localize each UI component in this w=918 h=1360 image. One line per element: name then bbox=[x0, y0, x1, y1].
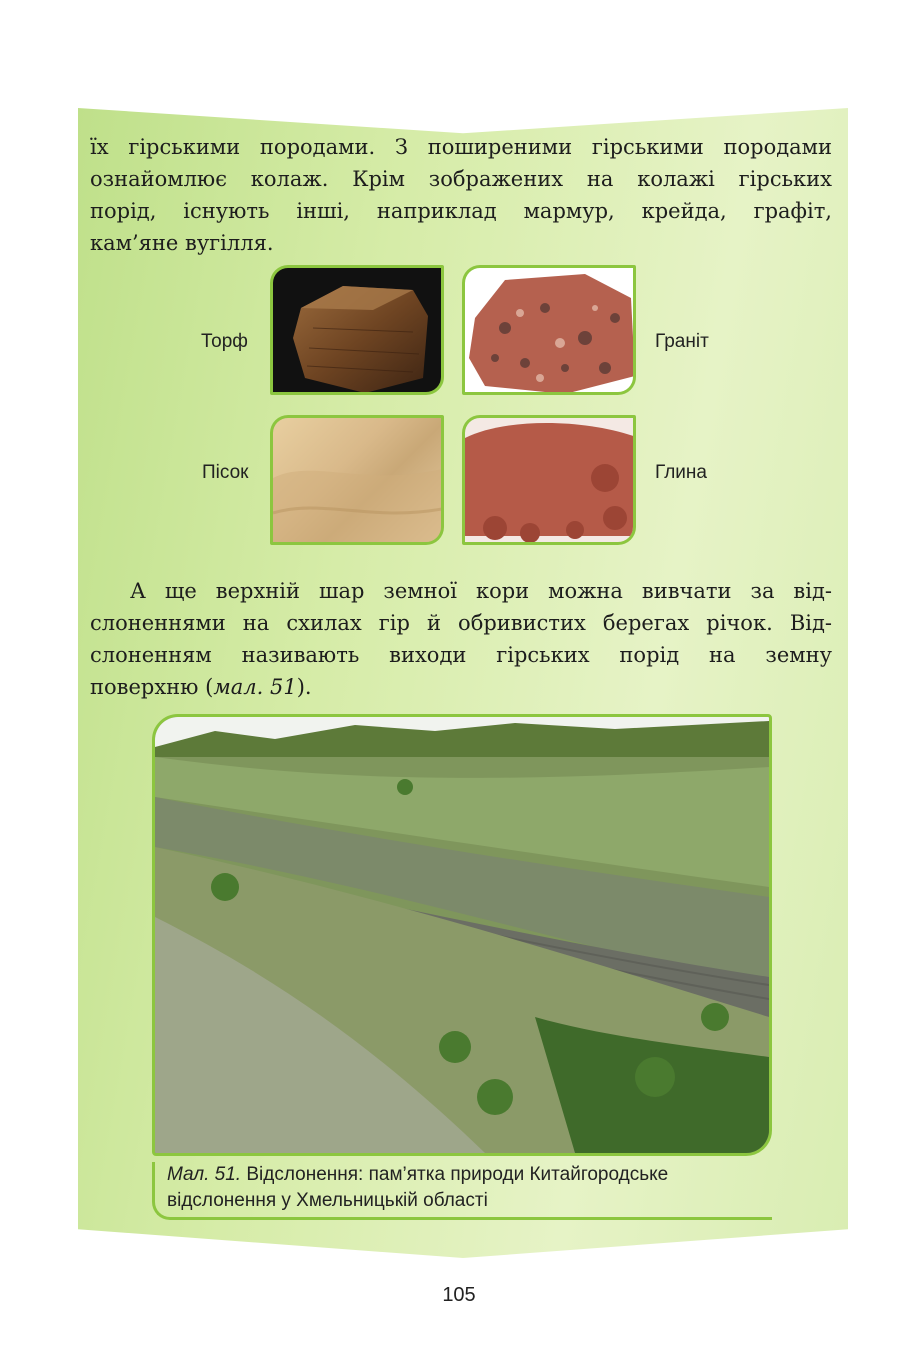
figure-caption bbox=[152, 1162, 772, 1220]
text-line: слоненням називають виходи гірських порід на земну bbox=[90, 643, 832, 667]
outcrop-photo bbox=[152, 714, 772, 1156]
clay-image bbox=[462, 415, 636, 545]
page-number: 105 bbox=[442, 1284, 476, 1306]
text-line: ознайомлює колаж. Крім зображених на колажі гірських bbox=[90, 167, 832, 191]
text-line: їх гірськими породами. З поширеними гірськими породами bbox=[90, 135, 832, 159]
caption-text: Відслонення: пам’ятка природи Китайгородське bbox=[241, 1164, 669, 1185]
label-clay: Глина bbox=[655, 462, 707, 483]
text-line: кам’яне вугілля. bbox=[90, 231, 274, 255]
caption-text: відслонення у Хмельницькій області bbox=[167, 1190, 488, 1211]
figure-reference: мал. 51 bbox=[213, 675, 297, 699]
label-peat: Торф bbox=[201, 331, 248, 352]
text-line: слоненнями на схилах гір й обривистих берегах річок. Від- bbox=[90, 611, 832, 635]
figure-label: Мал. 51. bbox=[167, 1164, 242, 1185]
sand-image bbox=[270, 415, 444, 545]
granite-image bbox=[462, 265, 636, 395]
text-line-last: поверхню (мал. 51). bbox=[90, 675, 312, 699]
paragraph-intro bbox=[90, 131, 832, 259]
label-granite: Граніт bbox=[655, 331, 709, 352]
text-line: А ще верхній шар земної кори можна вивчати за від- bbox=[130, 579, 832, 603]
label-sand: Пісок bbox=[202, 462, 249, 483]
paragraph-outcrops bbox=[90, 575, 832, 703]
text-line: порід, існують інші, наприклад мармур, крейда, графіт, bbox=[90, 199, 832, 223]
peat-image bbox=[270, 265, 444, 395]
